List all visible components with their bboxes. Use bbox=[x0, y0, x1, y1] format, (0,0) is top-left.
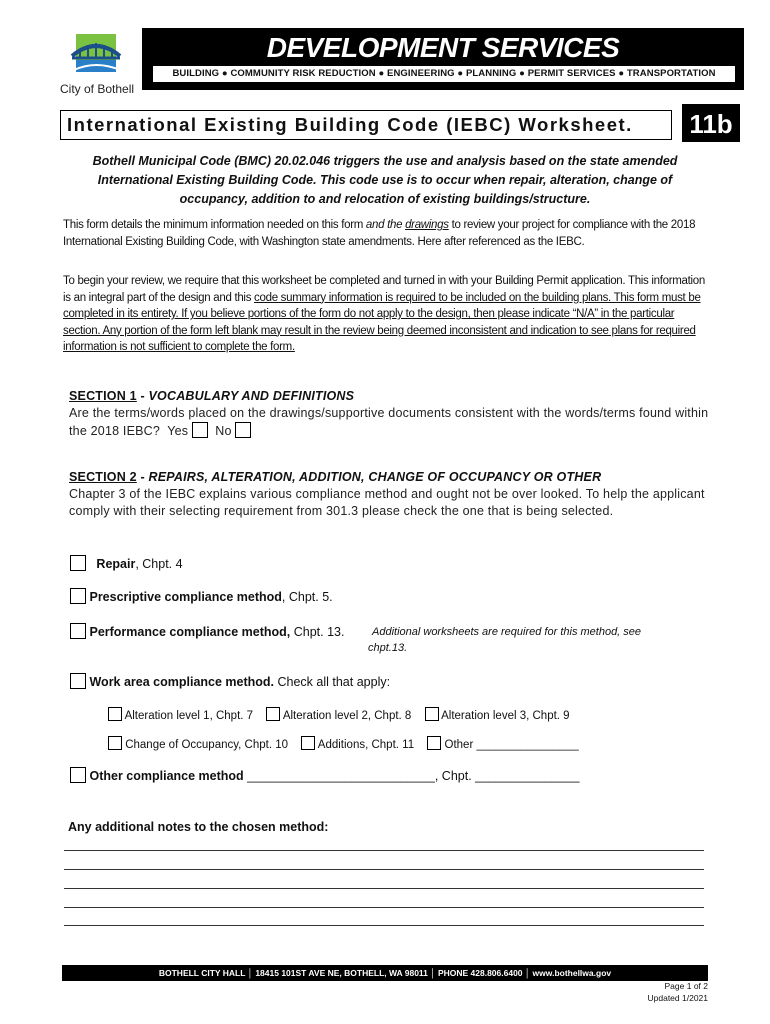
prescriptive-chapter: , Chpt. 5. bbox=[281, 590, 333, 604]
alteration-level-3-label: Alteration level 3, Chpt. 9 bbox=[441, 710, 570, 722]
notes-line-4[interactable] bbox=[64, 907, 704, 908]
yes-checkbox[interactable] bbox=[192, 422, 208, 438]
additions-label: Additions, Chpt. 11 bbox=[317, 739, 415, 751]
yes-label: Yes bbox=[167, 424, 189, 438]
change-of-occupancy-checkbox[interactable] bbox=[108, 736, 122, 750]
option-performance bbox=[70, 623, 344, 641]
updated-date: Updated 1/2021 bbox=[647, 993, 708, 1003]
other-sub-label: Other ________________ bbox=[444, 739, 579, 751]
banner-title: DEVELOPMENT SERVICES bbox=[266, 32, 620, 63]
header-banner bbox=[142, 28, 744, 90]
section-2-label: SECTION 2 bbox=[69, 470, 137, 484]
section-2-dash: - bbox=[136, 470, 149, 484]
performance-note: Additional worksheets are required for this method, see bbox=[372, 626, 642, 638]
notes-line-2[interactable] bbox=[64, 869, 704, 870]
paragraph-requirements bbox=[63, 273, 710, 356]
alteration-level-1-label: Alteration level 1, Chpt. 7 bbox=[124, 710, 254, 722]
section-1-title: VOCABULARY AND DEFINITIONS bbox=[148, 389, 355, 403]
p1-text: This form details the minimum information needed on this form bbox=[63, 219, 366, 231]
performance-chapter: Chpt. 13. bbox=[290, 625, 345, 639]
repair-checkbox[interactable] bbox=[70, 555, 86, 571]
p2-text: To begin your review, we require that this worksheet be completed and turned in with your Building Permit application. This information is an integral part of the design and this bbox=[63, 275, 705, 304]
change-of-occupancy-label: Change of Occupancy, Chpt. 10 bbox=[125, 739, 289, 751]
notes-line-3[interactable] bbox=[64, 888, 704, 889]
other-method-fields: ___________________________, Chpt. _______________ bbox=[243, 769, 580, 783]
other-method-label: Other compliance method bbox=[89, 769, 244, 783]
work-area-row-1 bbox=[108, 707, 580, 724]
p1-text-end: to review your project for compliance with the 2018 International Existing Building Code, with Washington state amendments. Here after referenced as the IEBC. bbox=[63, 219, 696, 248]
repair-label: Repair bbox=[96, 557, 136, 571]
form-number-badge: 11b bbox=[682, 104, 740, 142]
alteration-level-2-label: Alteration level 2, Chpt. 8 bbox=[282, 710, 412, 722]
work-area-row-2 bbox=[108, 736, 589, 753]
intro-statement: Bothell Municipal Code (BMC) 20.02.046 triggers the use and analysis based on the state amended International Existing Building Code. This code use is to occur when repair, alteration, change of occupancy, addition to and relocation of existing buildings/structure. bbox=[92, 154, 678, 206]
section-1-question: Are the terms/words placed on the drawings/supportive documents consistent with the words/terms found within the 2018 IEBC? bbox=[69, 406, 709, 438]
performance-checkbox[interactable] bbox=[70, 623, 86, 639]
option-other bbox=[70, 767, 579, 785]
section-1-dash: - bbox=[136, 389, 149, 403]
section-1-label: SECTION 1 bbox=[69, 389, 137, 403]
work-area-checkbox[interactable] bbox=[70, 673, 86, 689]
other-sub-checkbox[interactable] bbox=[427, 736, 441, 750]
footer-address-bar: BOTHELL CITY HALL │ 18415 101ST AVE NE, BOTHELL, WA 98011 │ PHONE 428.806.6400 │ www.bothellwa.gov bbox=[62, 965, 708, 981]
other-method-checkbox[interactable] bbox=[70, 767, 86, 783]
paragraph-form-details bbox=[63, 217, 710, 250]
form-title: International Existing Building Code (IEBC) Worksheet. bbox=[60, 110, 672, 140]
banner-subtitle: BUILDING ● COMMUNITY RISK REDUCTION ● ENGINEERING ● PLANNING ● PERMIT SERVICES ● TRANSPORTATION bbox=[152, 65, 736, 83]
prescriptive-label: Prescriptive compliance method bbox=[89, 590, 282, 604]
option-work-area bbox=[70, 673, 390, 691]
repair-chapter: , Chpt. 4 bbox=[135, 557, 183, 571]
work-area-instruction: Check all that apply: bbox=[274, 675, 391, 689]
p1-italic: and the bbox=[365, 219, 406, 231]
logo-text: City of Bothell bbox=[60, 82, 135, 96]
prescriptive-checkbox[interactable] bbox=[70, 588, 86, 604]
p2-underlined: code summary information is required to be included on the building plans. This form must be completed in its entirety. If you believe portions of the form do not apply to the design, then please indicate “N/A” in the particular section. Any portion of the form left blank may result in the review being deemed inconsistent and indication to see plans for required information is not sufficient to complete the form. bbox=[63, 291, 701, 353]
additions-checkbox[interactable] bbox=[301, 736, 315, 750]
option-prescriptive bbox=[70, 588, 333, 606]
alteration-level-3-checkbox[interactable] bbox=[425, 707, 439, 721]
no-label: No bbox=[215, 424, 232, 438]
performance-note-cont: chpt.13. bbox=[368, 642, 408, 654]
p1-italic-underlined: drawings bbox=[405, 219, 449, 231]
alteration-level-1-checkbox[interactable] bbox=[108, 707, 122, 721]
notes-label: Any additional notes to the chosen method: bbox=[68, 820, 329, 834]
alteration-level-2-checkbox[interactable] bbox=[266, 707, 280, 721]
option-repair bbox=[70, 555, 183, 573]
page-number: Page 1 of 2 bbox=[664, 981, 708, 991]
section-2-title: REPAIRS, ALTERATION, ADDITION, CHANGE OF OCCUPANCY OR OTHER bbox=[148, 470, 602, 484]
section-2 bbox=[69, 469, 709, 520]
section-1 bbox=[69, 388, 709, 440]
work-area-label: Work area compliance method. bbox=[89, 675, 275, 689]
performance-label: Performance compliance method, bbox=[89, 625, 291, 639]
notes-line-5[interactable] bbox=[64, 925, 704, 926]
notes-line-1[interactable] bbox=[64, 850, 704, 851]
section-2-body: Chapter 3 of the IEBC explains various compliance method and ought not be over looked. To help the applicant comply with their selecting requirement from 301.3 please check the one that is being selected. bbox=[69, 487, 705, 518]
no-checkbox[interactable] bbox=[235, 422, 251, 438]
